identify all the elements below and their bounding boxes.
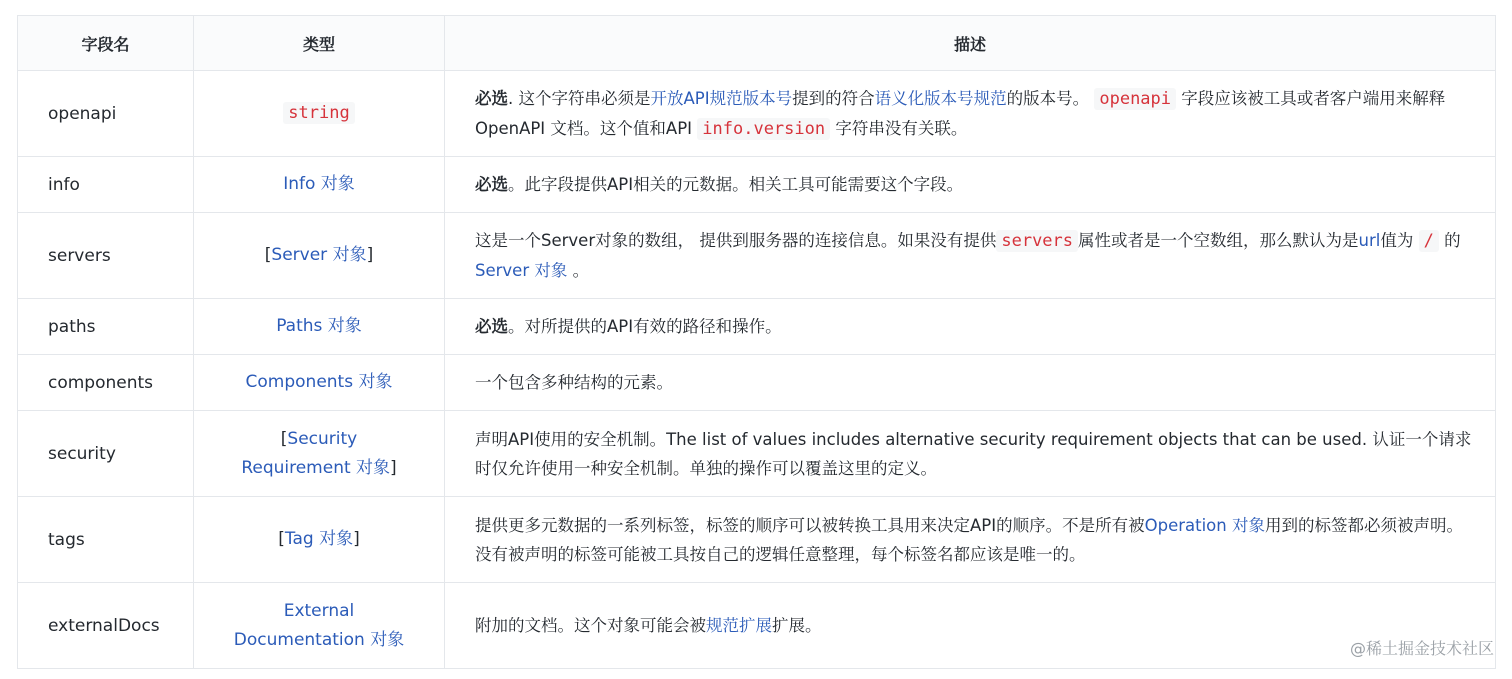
table-row xyxy=(18,411,1496,497)
info-object-link[interactable]: Info 对象 xyxy=(283,174,355,194)
header-type: 类型 xyxy=(194,16,445,71)
server-object-link[interactable]: Server 对象 xyxy=(271,245,367,265)
inline-code: servers xyxy=(996,230,1078,252)
table-row xyxy=(18,213,1496,299)
field-type xyxy=(194,411,445,497)
field-name: paths xyxy=(18,299,194,355)
desc-text: 附加的文档。这个对象可能会被 xyxy=(475,616,706,635)
inline-code: info.version xyxy=(697,118,830,140)
desc-text: 提供更多元数据的一系列标签，标签的顺序可以被转换工具用来决定API的顺序。不是所有被 xyxy=(475,515,1145,535)
required-label: 必选 xyxy=(475,88,508,108)
field-name: openapi xyxy=(18,71,194,157)
desc-text: 提到的符合 xyxy=(792,88,875,108)
desc-text: 声明API使用的安全机制。The list of values includes alternative security requirement objects that can be used. 认证一个请求时仅允许使用一种安全机制。单独的操作可以覆盖这里的定义。 xyxy=(475,429,1472,478)
required-label: 必选 xyxy=(475,317,508,336)
field-description xyxy=(445,355,1496,411)
field-type xyxy=(194,299,445,355)
spec-extensions-link[interactable]: 规范扩展 xyxy=(706,616,772,635)
header-description: 描述 xyxy=(445,16,1496,71)
desc-text: 一个包含多种结构的元素。 xyxy=(475,373,673,392)
field-type xyxy=(194,355,445,411)
openapi-version-link[interactable]: 开放API规范版本号 xyxy=(650,88,793,108)
link-line: Requirement 对象 xyxy=(241,457,391,478)
table-row xyxy=(18,497,1496,583)
inline-code: / xyxy=(1419,230,1439,252)
semver-link[interactable]: 语义化版本号规范 xyxy=(874,88,1007,108)
field-description xyxy=(445,497,1496,583)
bracket: ] xyxy=(366,245,374,265)
bracket: [ xyxy=(278,529,285,549)
desc-text: 这是一个Server对象的数组， 提供到服务器的连接信息。如果没有提供 xyxy=(475,231,997,250)
field-description xyxy=(445,583,1496,669)
header-field-name: 字段名 xyxy=(18,16,194,71)
field-description xyxy=(445,299,1496,355)
field-name: info xyxy=(18,157,194,213)
desc-text: 。对所提供的API有效的路径和操作。 xyxy=(508,317,782,336)
tag-object-link[interactable]: Tag 对象 xyxy=(284,529,354,549)
desc-text: 扩展。 xyxy=(772,616,822,635)
table-header-row xyxy=(18,16,1496,71)
inline-code: openapi xyxy=(1094,88,1176,110)
desc-text: 的 xyxy=(1444,231,1461,250)
field-type xyxy=(194,157,445,213)
desc-text: . 这个字符串必须是 xyxy=(508,88,651,108)
link-line: Documentation 对象 xyxy=(233,629,405,650)
bracket: ] xyxy=(390,457,397,478)
components-object-link[interactable]: Components 对象 xyxy=(245,372,393,392)
server-object-link[interactable]: Server 对象 xyxy=(475,261,568,280)
field-description xyxy=(445,411,1496,497)
desc-text: 的版本号。 xyxy=(1006,88,1090,108)
table-row xyxy=(18,583,1496,669)
watermark: @稀土掘金技术社区 xyxy=(1349,639,1494,658)
field-type xyxy=(194,71,445,157)
table-row xyxy=(18,71,1496,157)
bracket: ] xyxy=(353,529,360,549)
spec-fields-table xyxy=(17,15,1496,669)
field-type xyxy=(194,213,445,299)
field-name: security xyxy=(18,411,194,497)
url-link[interactable]: url xyxy=(1358,231,1381,250)
field-description xyxy=(445,213,1496,299)
field-name: servers xyxy=(18,213,194,299)
field-type xyxy=(194,583,445,669)
desc-text: 。此字段提供API相关的元数据。相关工具可能需要这个字段。 xyxy=(508,175,964,194)
operation-object-link[interactable]: Operation 对象 xyxy=(1144,515,1265,535)
link-line: External xyxy=(283,600,355,621)
desc-text: 字段应该被工具或者客户端用来解释 OpenAPI 文档。这个值和API xyxy=(475,88,1446,138)
bracket: [ xyxy=(280,428,288,449)
security-requirement-link[interactable] xyxy=(241,429,390,478)
desc-text: 字符串没有关联。 xyxy=(835,118,968,138)
link-line: Security xyxy=(287,428,358,449)
field-name: components xyxy=(18,355,194,411)
paths-object-link[interactable]: Paths 对象 xyxy=(276,316,362,336)
type-code: string xyxy=(283,102,354,124)
desc-text: 。 xyxy=(572,261,590,280)
field-description xyxy=(445,157,1496,213)
field-name: externalDocs xyxy=(18,583,194,669)
bracket: [ xyxy=(264,245,272,265)
table-row xyxy=(18,157,1496,213)
table-row xyxy=(18,355,1496,411)
desc-text: 值为 xyxy=(1380,231,1414,250)
desc-text: 属性或者是一个空数组，那么默认为是 xyxy=(1078,231,1359,250)
table-row xyxy=(18,299,1496,355)
field-name: tags xyxy=(18,497,194,583)
field-type xyxy=(194,497,445,583)
desc-text: 用到的标签都必须被声明。没有被声明的标签可能被工具按自己的逻辑任意整理，每个标签名都应该是唯一的。 xyxy=(475,515,1463,564)
field-description xyxy=(445,71,1496,157)
external-docs-link[interactable] xyxy=(234,601,404,650)
required-label: 必选 xyxy=(475,175,508,194)
